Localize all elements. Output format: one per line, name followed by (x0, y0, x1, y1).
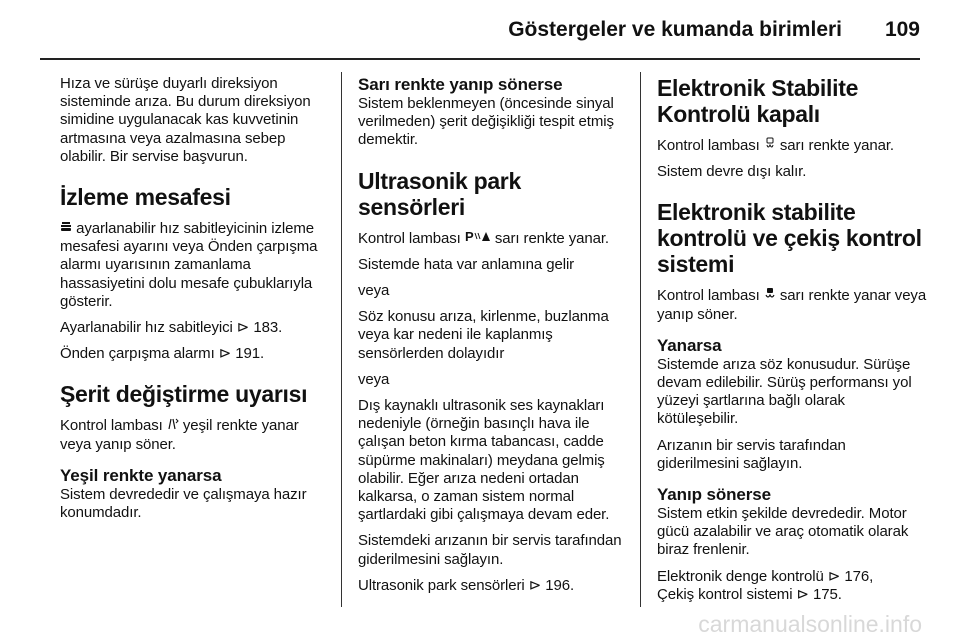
ultra-paragraph-2: Sistemde hata var anlamına gelir (358, 255, 575, 273)
yanip-paragraph-3: Çekiş kontrol sistemi ⊳ 175. (657, 585, 842, 603)
ultra-text-a: Kontrol lambası (358, 229, 461, 247)
heading-esc-kapali: Elektronik Stabilite Kontrolü kapalı (657, 75, 859, 127)
header-divider (40, 58, 920, 60)
izleme-paragraph-3: Önden çarpışma alarmı ⊳ 191. (60, 345, 265, 363)
ultra-paragraph-3: veya (358, 282, 390, 300)
heading-sari-renkte: Sarı renkte yanıp sönerse (358, 75, 563, 94)
yanarsa-paragraph-1: Sistemde arıza söz konusudur. Sürüşe devam edilebilir. Sürüş performansı yol yüzeyi şartlarına bağlı olarak kötüleşebilir. (657, 355, 912, 428)
esk-text-a: Kontrol lambası (657, 287, 760, 305)
esc-traction-icon (764, 287, 776, 302)
yanip-paragraph-2: Elektronik denge kontrolü ⊳ 176, (657, 567, 874, 585)
sari-paragraph-1: Sistem beklenmeyen (öncesinde sinyal verilmeden) şerit değişikliği tespit etmiş demektir. (358, 95, 614, 149)
ultra-paragraph-1 (358, 230, 630, 248)
esc-off-icon (764, 137, 776, 152)
page-number: 109 (884, 18, 920, 41)
ultra-paragraph-7: Sistemdeki arızanın bir servis tarafından giderilmesini sağlayın. (358, 532, 622, 568)
column-divider-1 (341, 72, 342, 607)
park-sensor-icon (465, 230, 491, 245)
page-header (0, 0, 960, 58)
serit-text-b: yeşil renkte yanar veya yanıp söner. (60, 417, 299, 453)
ultra-paragraph-8: Ultrasonik park sensörleri ⊳ 196. (358, 576, 575, 594)
car-distance-icon (60, 221, 72, 235)
column-divider-2 (640, 72, 641, 607)
yesil-paragraph-1: Sistem devrededir ve çalışmaya hazır konumdadır. (60, 485, 307, 522)
esk-text-b: sarı renkte yanar veya yanıp söner. (657, 287, 927, 323)
yanip-paragraph-1: Sistem etkin şekilde devrededir. Motor gücü azalabilir ve araç otomatik olarak biraz frenlenir. (657, 505, 909, 559)
svg-text:P: P (464, 229, 474, 243)
heading-yesil-renkte: Yeşil renkte yanarsa (60, 465, 222, 485)
esk-paragraph-1 (657, 287, 927, 323)
ultra-paragraph-6: Dış kaynaklı ultrasonik ses kaynakları nedeniyle (örneğin basınçlı hava ile çalışan beton kırma tabancası, cadde süpürme makinaları) meydana gelmiş olabilir. Eğer arıza nedeni ortadan kalkarsa, o zaman sistem normal şartlardaki gibi çalışmaya devam eder. (358, 397, 610, 524)
column-3 (657, 75, 927, 604)
esc-text-b: sarı renkte yanar. (779, 137, 894, 154)
heading-ultrasonik: Ultrasonik park sensörleri (358, 167, 521, 220)
ultra-paragraph-5: veya (358, 370, 390, 388)
heading-yanip-sonerse: Yanıp sönerse (657, 485, 771, 505)
heading-izleme-mesafesi: İzleme mesafesi (60, 184, 231, 211)
heading-esk-sistemi: Elektronik stabilite kontrolü ve çekiş kontrol sistemi (657, 199, 922, 278)
esc-paragraph-1 (657, 137, 927, 155)
izleme-paragraph-1 (60, 220, 328, 311)
lane-change-icon (167, 417, 179, 432)
intro-paragraph: Hıza ve sürüşe duyarlı direksiyon sisteminde arıza. Bu durum direksiyon simidine uygulanacak kas kuvvetinin artmasına veya azalmasına sebep olabilir. Bir servise başvurun. (60, 75, 311, 165)
section-title: Göstergeler ve kumanda birimleri (508, 18, 842, 41)
heading-yanarsa: Yanarsa (657, 335, 722, 355)
yanarsa-paragraph-2: Arızanın bir servis tarafından giderilmesini sağlayın. (657, 436, 846, 472)
esc-text-a: Kontrol lambası (657, 137, 760, 154)
column-2 (358, 75, 630, 595)
izleme-text-1: ayarlanabilir hız sabitleyicinin izleme mesafesi ayarını veya Önden çarpışma alarmı uyarısının zamanlama hassasiyetini dolu mesafe çubuklarıyla gösterir. (60, 220, 318, 310)
column-1 (60, 75, 328, 522)
serit-paragraph-1 (60, 417, 328, 453)
serit-text-a: Kontrol lambası (60, 417, 163, 435)
ultra-text-b: sarı renkte yanar. (494, 229, 609, 247)
esc-paragraph-2: Sistem devre dışı kalır. (657, 163, 807, 181)
ultra-paragraph-4: Söz konusu arıza, kirlenme, buzlanma veya kar nedeni ile kaplanmış sensörlerden dolayıdır (358, 308, 609, 362)
izleme-paragraph-2: Ayarlanabilir hız sabitleyici ⊳ 183. (60, 319, 283, 337)
heading-serit-degistirme: Şerit değiştirme uyarısı (60, 381, 308, 408)
watermark: carmanualsonline.info (698, 611, 922, 637)
